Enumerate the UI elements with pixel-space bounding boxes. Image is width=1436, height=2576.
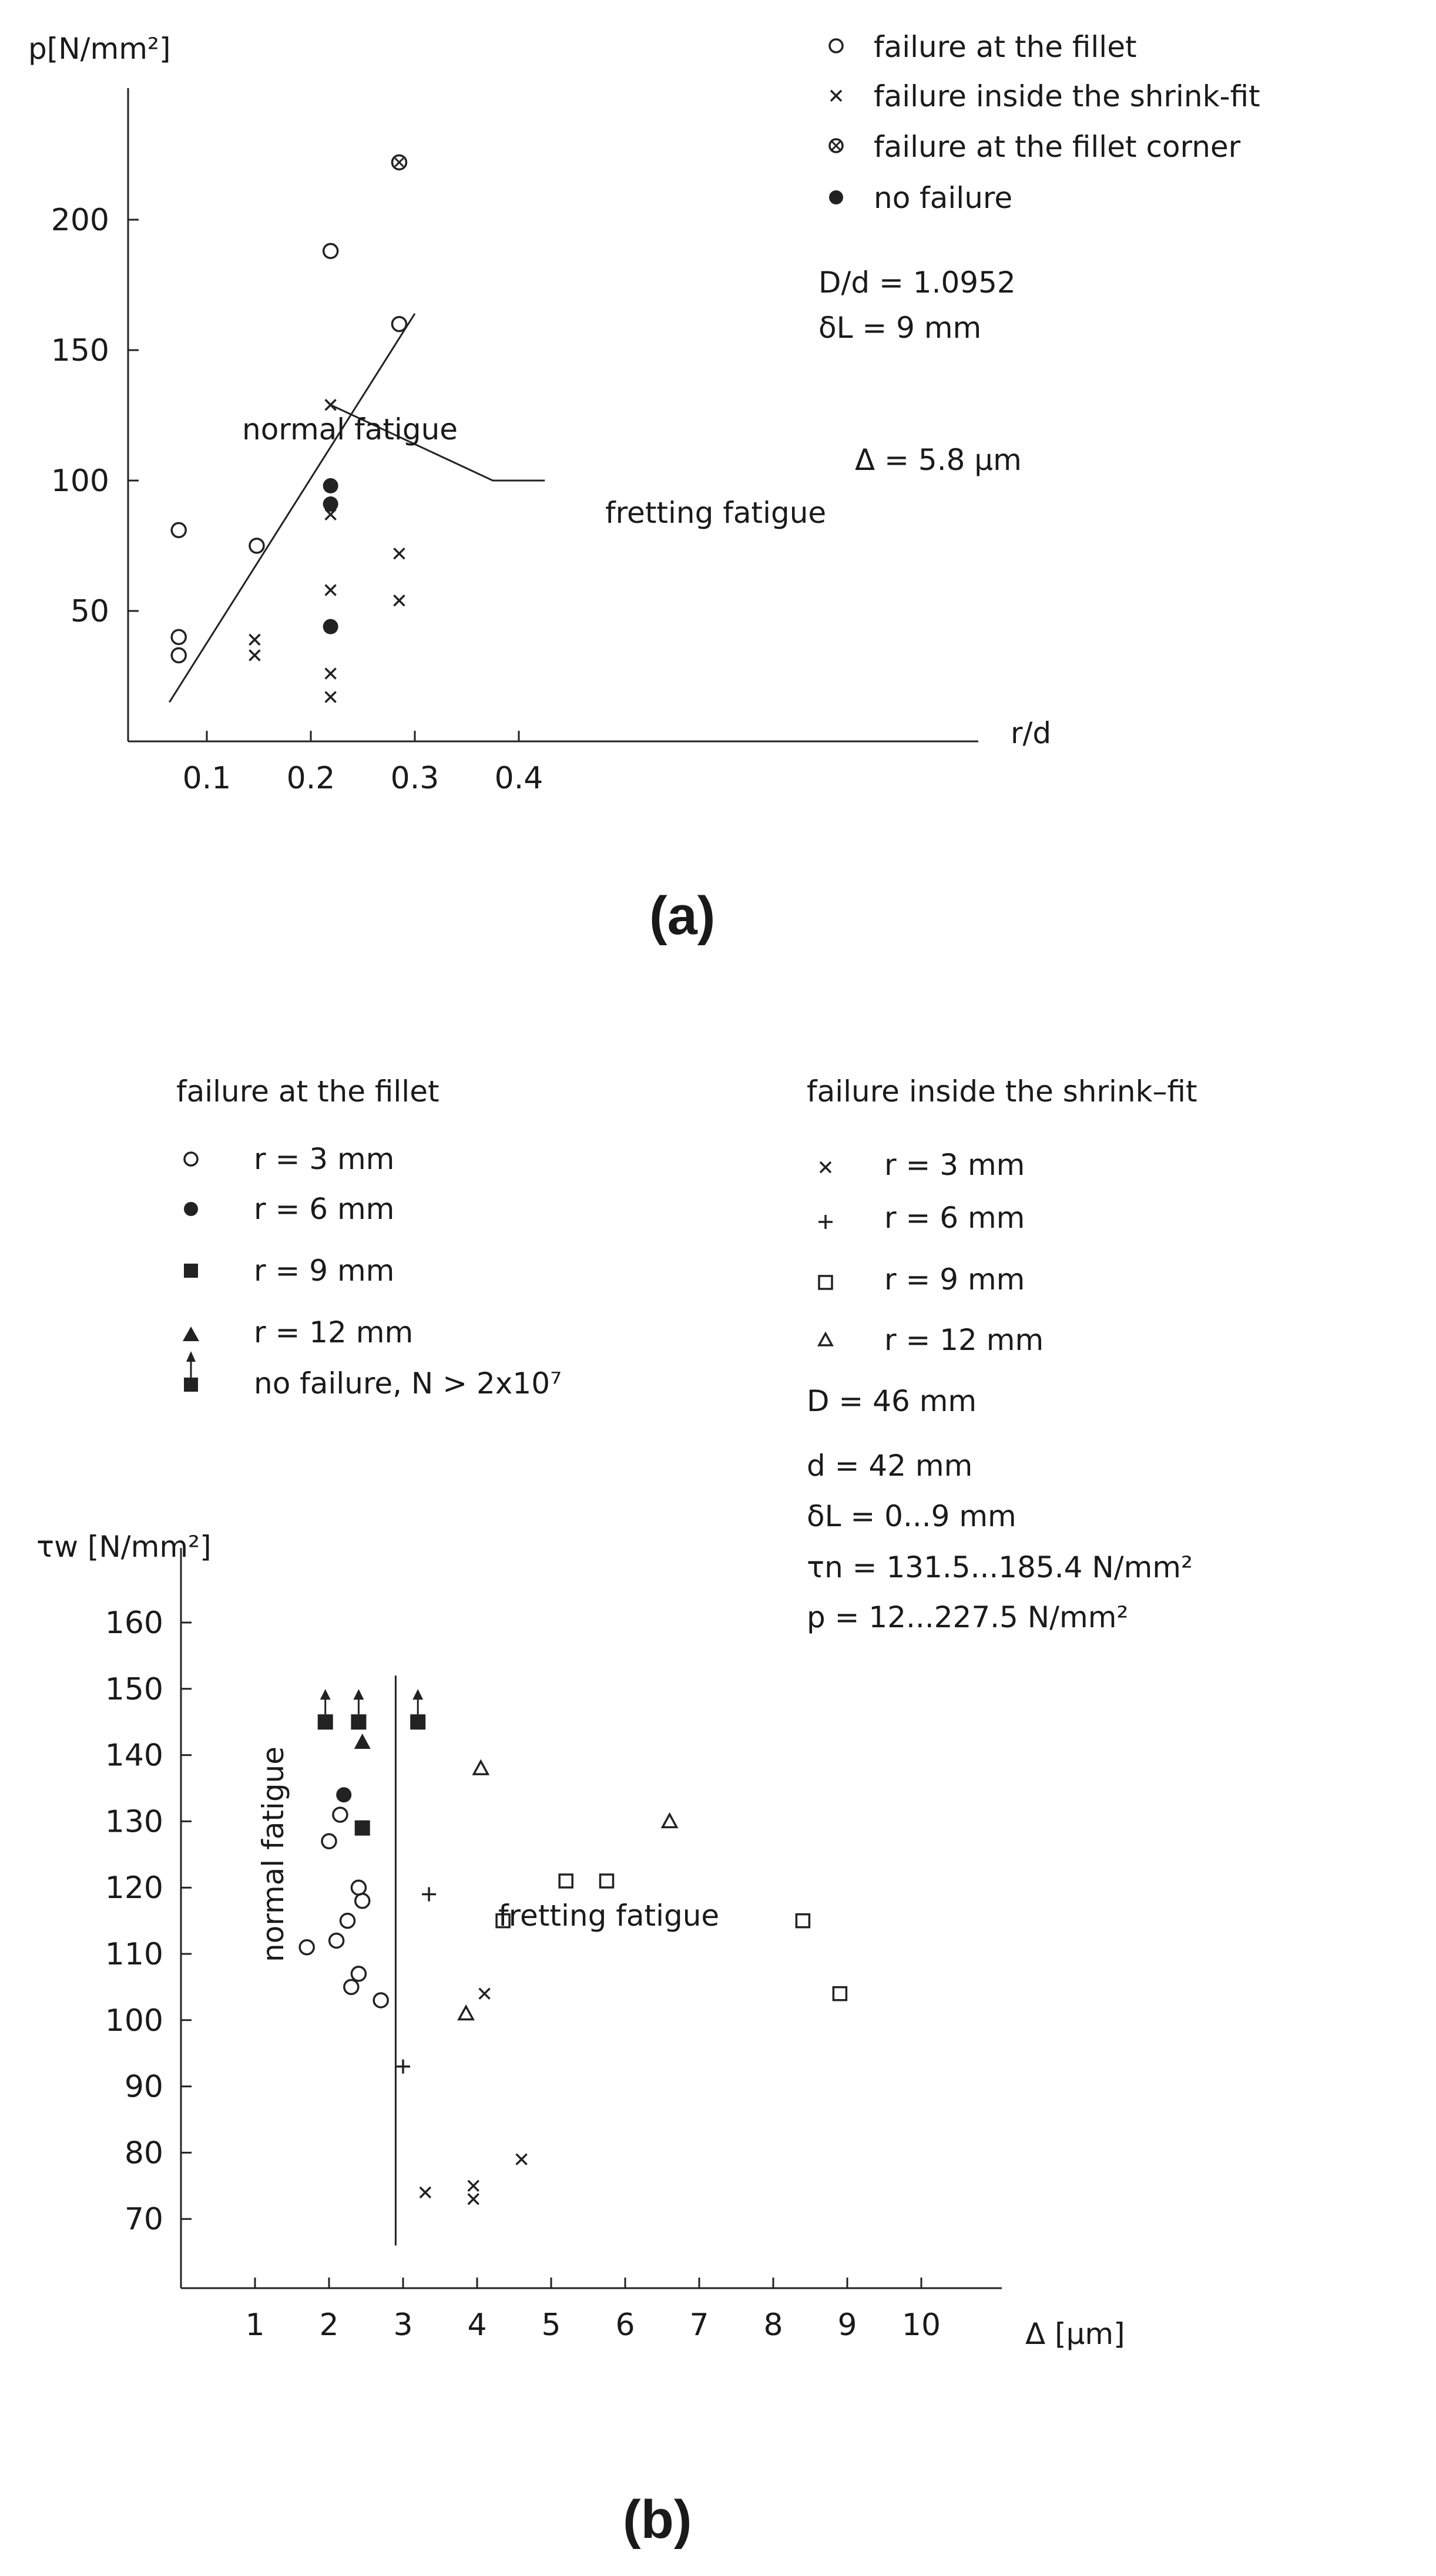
chart-b-point-open-circle — [330, 1933, 344, 1947]
chart-b-point-open-square — [796, 1915, 809, 1927]
chart-b-y-tick-label: 130 — [105, 1804, 163, 1840]
chart-b-y-tick-label: 140 — [105, 1738, 163, 1774]
chart-a-boundary-lines — [169, 314, 545, 703]
chart-b-param-p: p = 12...227.5 N/mm² — [807, 1600, 1129, 1634]
chart-b-ylabel: τw [N/mm²] — [36, 1530, 212, 1564]
legend-b-symbol-open-triangle — [819, 1334, 832, 1345]
chart-b-point-arrow-square — [351, 1689, 366, 1729]
legend-b-label-shrink-r12: r = 12 mm — [884, 1323, 1044, 1357]
legend-b-left-title: failure at the fillet — [176, 1074, 439, 1109]
legend-b-symbol-arrow-square — [184, 1351, 198, 1392]
chart-b-points — [300, 1689, 846, 2204]
chart-b-point-open-circle — [355, 1894, 370, 1908]
legend-b-symbol-cross — [820, 1162, 831, 1173]
legend-b-label-no-failure: no failure, N > 2x10⁷ — [254, 1366, 562, 1400]
chart-a-point-cross — [326, 399, 336, 410]
chart-b-point-open-circle — [322, 1834, 336, 1848]
chart-a-point-cross — [326, 692, 336, 703]
chart-b-point-filled-circle — [336, 1787, 351, 1802]
legend-b-label-r12: r = 12 mm — [254, 1315, 414, 1349]
chart-b-point-open-circle — [300, 1940, 314, 1954]
chart-a-point-cross — [326, 669, 336, 679]
chart-a-legend — [829, 30, 1260, 215]
chart-b-point-plus — [396, 2060, 410, 2074]
legend-b-label-shrink-r6: r = 6 mm — [884, 1201, 1025, 1235]
legend-a-symbol-cross — [831, 90, 841, 101]
chart-b-y-ticks — [105, 1606, 192, 2237]
chart-a-param-ratio: D/d = 1.0952 — [818, 266, 1016, 300]
chart-a-point-circled-cross — [392, 155, 406, 169]
chart-a-region-normal: normal fatigue — [242, 412, 458, 446]
chart-a-y-tick-label: 50 — [70, 594, 109, 629]
chart-b-point-open-triangle — [459, 2007, 473, 2020]
chart-a-point-cross — [249, 650, 260, 660]
chart-b-param-d: d = 42 mm — [807, 1449, 973, 1483]
chart-a-point-open-circle — [172, 630, 186, 644]
chart-a-region-fretting: fretting fatigue — [605, 496, 827, 530]
chart-b-param-D: D = 46 mm — [807, 1384, 977, 1418]
chart-b-x-tick-label: 10 — [901, 2308, 941, 2343]
legend-b-label-r6: r = 6 mm — [254, 1192, 395, 1226]
chart-b-param-length: δL = 0...9 mm — [807, 1499, 1016, 1533]
legend-b-symbol-filled-triangle — [183, 1326, 199, 1341]
chart-a-xlabel: r/d — [1011, 716, 1052, 750]
chart-b-x-tick-label: 2 — [319, 2308, 339, 2343]
legend-b-symbol-open-square — [819, 1276, 832, 1289]
chart-b-point-open-circle — [344, 1980, 358, 1994]
legend-b-right-title: failure inside the shrink–fit — [807, 1074, 1197, 1109]
chart-b-y-tick-label: 90 — [124, 2069, 163, 2105]
chart-a-point-open-circle — [392, 317, 406, 331]
chart-b-point-open-circle — [341, 1914, 355, 1928]
chart-b-y-tick-label: 120 — [105, 1870, 163, 1906]
legend-a-label-no-failure: no failure — [874, 181, 1013, 215]
chart-b — [36, 1074, 1197, 2351]
chart-b-region-normal: normal fatigue — [256, 1746, 290, 1962]
chart-b-point-cross — [516, 2154, 527, 2165]
chart-b-point-open-triangle — [663, 1814, 677, 1827]
chart-a-y-tick-label: 150 — [51, 333, 109, 368]
chart-b-y-tick-label: 150 — [105, 1671, 163, 1707]
chart-b-xlabel: Δ [μm] — [1025, 2317, 1125, 2351]
chart-b-x-tick-label: 5 — [541, 2308, 561, 2343]
chart-b-point-cross — [468, 2181, 479, 2191]
chart-b-point-cross — [420, 2187, 431, 2198]
chart-a-x-tick-label: 0.1 — [182, 761, 231, 796]
chart-a-boundary-label: Δ = 5.8 μm — [855, 443, 1022, 477]
chart-a-x-tick-label: 0.3 — [390, 761, 439, 796]
chart-b-y-tick-label: 70 — [124, 2202, 163, 2238]
chart-a-point-cross — [326, 585, 336, 595]
chart-b-point-open-square — [833, 1987, 846, 2000]
chart-b-x-tick-label: 4 — [467, 2308, 487, 2343]
legend-b-label-r9: r = 9 mm — [254, 1254, 395, 1288]
chart-b-x-tick-label: 3 — [393, 2308, 413, 2343]
chart-b-point-arrow-square — [318, 1689, 333, 1729]
legend-a-symbol-filled-circle — [829, 190, 843, 204]
chart-b-point-plus — [422, 1887, 436, 1901]
legend-a-label-fillet-corner: failure at the fillet corner — [874, 130, 1241, 164]
chart-a-point-cross — [394, 548, 404, 559]
chart-b-point-open-square — [600, 1875, 613, 1888]
legend-b-symbol-plus — [818, 1215, 833, 1229]
chart-b-point-open-circle — [374, 1993, 388, 2007]
legend-b-symbol-filled-square — [184, 1264, 198, 1278]
chart-b-region-fretting: fretting fatigue — [498, 1899, 720, 1933]
chart-a-point-open-circle — [172, 648, 186, 662]
legend-a-label-fillet: failure at the fillet — [874, 30, 1137, 64]
chart-b-x-tick-label: 8 — [763, 2308, 783, 2343]
legend-b-label-shrink-r3: r = 3 mm — [884, 1148, 1025, 1182]
legend-b-label-r3: r = 3 mm — [254, 1142, 395, 1176]
chart-a-point-filled-circle — [323, 478, 338, 493]
chart-b-point-open-circle — [333, 1808, 347, 1822]
legend-b-symbol-open-circle — [184, 1153, 197, 1166]
chart-a-point-cross — [249, 634, 260, 645]
chart-b-point-open-triangle — [474, 1761, 488, 1774]
chart-b-x-tick-label: 9 — [837, 2308, 857, 2343]
chart-b-x-tick-label: 7 — [689, 2308, 709, 2343]
chart-a-point-filled-circle — [323, 496, 338, 512]
chart-b-point-filled-square — [355, 1821, 370, 1836]
chart-b-y-tick-label: 100 — [105, 2003, 163, 2038]
panel-label-a: (a) — [649, 886, 716, 946]
legend-b-symbol-filled-circle — [184, 1202, 198, 1216]
chart-a-param-length: δL = 9 mm — [818, 311, 982, 345]
legend-b-label-shrink-r9: r = 9 mm — [884, 1262, 1025, 1297]
chart-b-point-cross — [468, 2194, 479, 2204]
chart-b-y-tick-label: 160 — [105, 1606, 163, 1641]
chart-a-boundary-line — [169, 314, 415, 703]
chart-a-point-open-circle — [250, 539, 264, 553]
chart-b-point-arrow-square — [410, 1689, 425, 1729]
panel-label-b: (b) — [623, 2490, 692, 2550]
chart-b-point-filled-triangle — [354, 1734, 371, 1749]
chart-a-x-tick-label: 0.2 — [286, 761, 335, 796]
chart-a-point-open-circle — [172, 523, 186, 537]
chart-a-point-cross — [394, 595, 404, 606]
legend-a-label-shrink-fit: failure inside the shrink-fit — [874, 79, 1260, 113]
chart-b-x-tick-label: 1 — [245, 2308, 265, 2343]
chart-b-point-open-circle — [351, 1880, 365, 1895]
legend-a-symbol-open-circle — [830, 39, 843, 52]
chart-a — [28, 30, 1260, 796]
chart-a-y-tick-label: 200 — [51, 203, 109, 238]
chart-b-x-tick-label: 6 — [615, 2308, 635, 2343]
chart-a-point-open-circle — [324, 244, 338, 258]
chart-b-point-cross — [479, 1989, 490, 1999]
chart-b-point-open-square — [559, 1875, 572, 1888]
chart-a-x-tick-label: 0.4 — [494, 761, 543, 796]
chart-a-ylabel: p[N/mm²] — [28, 32, 171, 66]
chart-b-y-tick-label: 80 — [124, 2135, 163, 2171]
chart-b-y-tick-label: 110 — [105, 1937, 163, 1972]
chart-a-y-tick-label: 100 — [51, 464, 109, 499]
chart-b-param-tau: τn = 131.5...185.4 N/mm² — [807, 1550, 1193, 1584]
chart-a-y-ticks — [51, 203, 139, 629]
chart-b-point-open-circle — [351, 1967, 365, 1981]
chart-a-point-filled-circle — [323, 619, 338, 634]
legend-a-symbol-circled-cross — [830, 139, 843, 152]
